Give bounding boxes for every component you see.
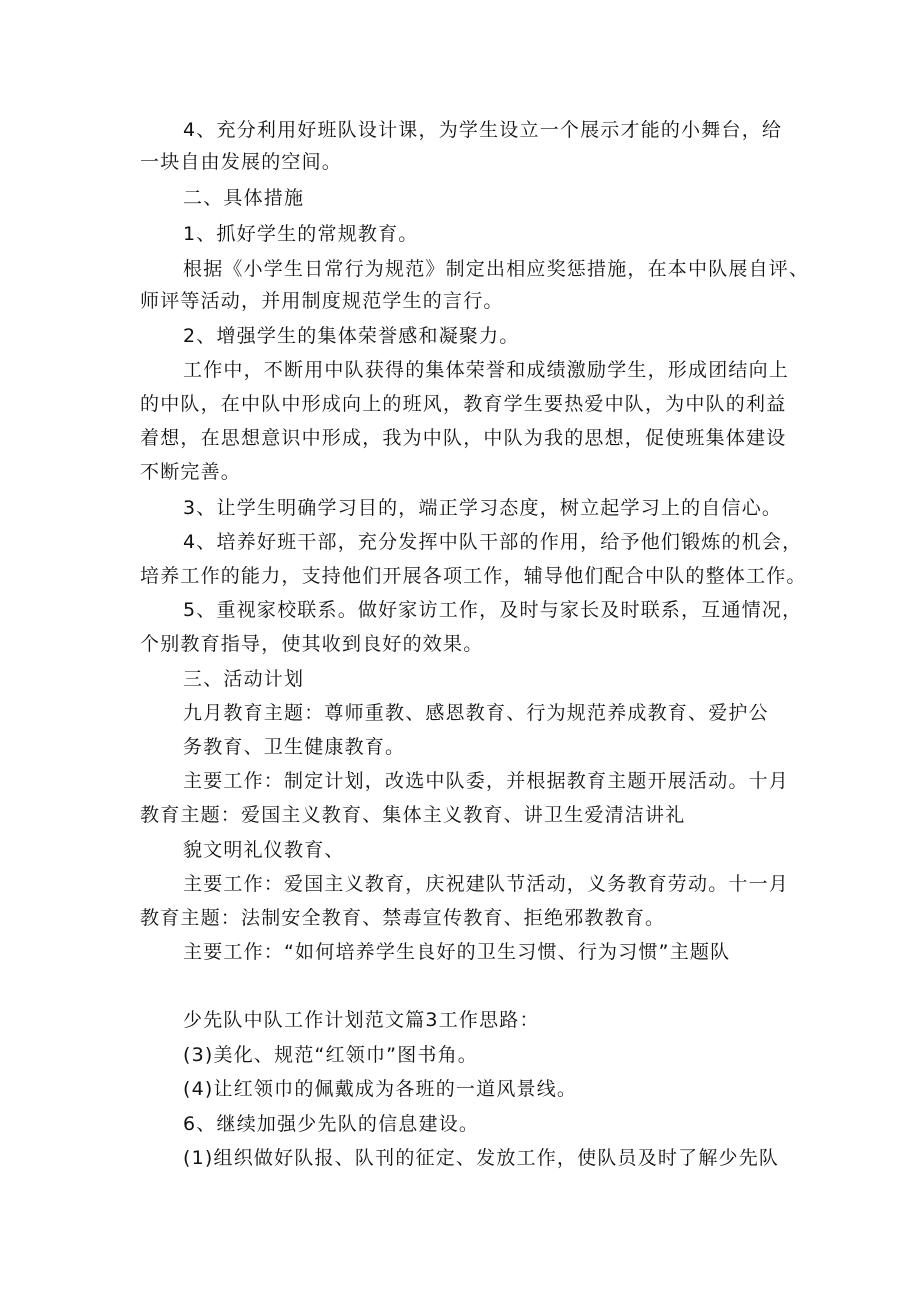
text-line: 2、增强学生的集体荣誉感和凝聚力。 — [183, 325, 520, 347]
text-line: 工作中，不断用中队获得的集体荣誉和成绩激励学生，形成团结向上 — [183, 359, 790, 381]
list-item: (1)组织做好队报、队刊的征定、发放工作，使队员及时了解少先队 — [183, 1147, 780, 1169]
text-line: 培养工作的能力，支持他们开展各项工作，辅导他们配合中队的整体工作。 — [140, 565, 807, 587]
text-line: 4、充分利用好班队设计课，为学生设立一个展示才能的小舞台，给 — [183, 119, 783, 141]
text-line: 不断完善。 — [140, 461, 242, 483]
text-line: 教育主题：法制安全教育、禁毒宣传教育、拒绝邪教教育。 — [140, 907, 666, 929]
text-line: 1、抓好学生的常规教育。 — [183, 223, 419, 245]
text-line: 主要工作：“如何培养学生良好的卫生习惯、行为习惯”主题队 — [183, 941, 731, 963]
section-heading: 三、活动计划 — [183, 668, 305, 690]
text-line: 着想，在思想意识中形成，我为中队，中队为我的思想，促使班集体建设 — [140, 427, 787, 449]
section-heading: 少先队中队工作计划范文篇3工作思路： — [183, 1009, 540, 1031]
list-item: (3)美化、规范“红领巾”图书角。 — [183, 1044, 479, 1066]
text-line: 3、让学生明确学习目的，端正学习态度，树立起学习上的自信心。 — [183, 497, 783, 519]
text-line: 貌文明礼仪教育、 — [183, 839, 345, 861]
text-line: 主要工作：爱国主义教育，庆祝建队节活动，义务教育劳动。十一月 — [183, 873, 790, 895]
text-line: 4、培养好班干部，充分发挥中队干部的作用，给予他们锻炼的机会， — [183, 531, 803, 553]
list-item: (4)让红领巾的佩戴成为各班的一道风景线。 — [183, 1078, 578, 1100]
text-line: 根据《小学生日常行为规范》制定出相应奖惩措施，在本中队展自评、 — [183, 258, 810, 280]
text-line: 个别教育指导，使其收到良好的效果。 — [140, 633, 484, 655]
text-line: 务教育、卫生健康教育。 — [183, 736, 406, 758]
text-line: 一块自由发展的空间。 — [140, 151, 343, 173]
section-heading: 二、具体措施 — [183, 187, 305, 209]
text-line: 主要工作：制定计划，改选中队委，并根据教育主题开展活动。十月 — [183, 770, 790, 792]
text-line: 师评等活动，并用制度规范学生的言行。 — [140, 290, 504, 312]
text-line: 5、重视家校联系。做好家访工作，及时与家长及时联系，互通情况， — [183, 599, 803, 621]
text-line: 九月教育主题：尊师重教、感恩教育、行为规范养成教育、爱护公 — [183, 702, 769, 724]
text-line: 6、继续加强少先队的信息建设。 — [183, 1113, 480, 1135]
text-line: 教育主题：爱国主义教育、集体主义教育、讲卫生爱清洁讲礼 — [140, 804, 686, 826]
text-line: 的中队，在中队中形成向上的班风，教育学生要热爱中队，为中队的利益 — [140, 393, 787, 415]
